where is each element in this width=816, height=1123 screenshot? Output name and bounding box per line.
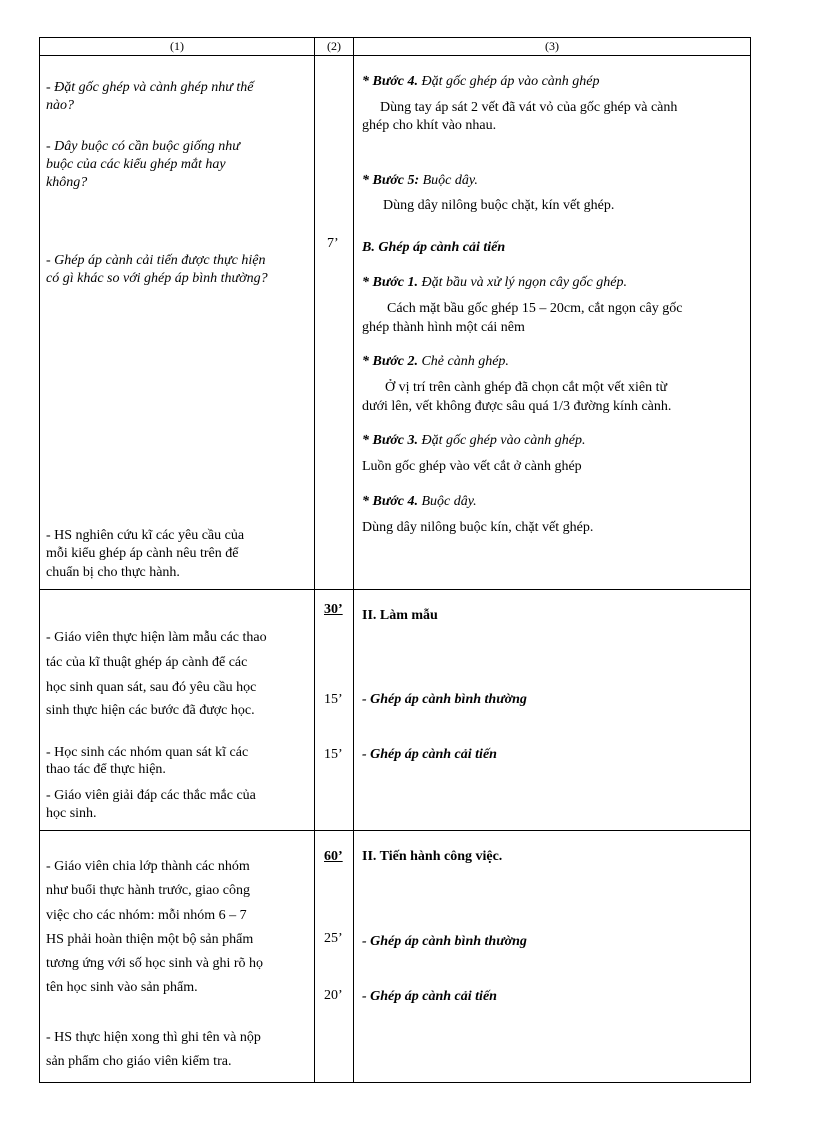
- s1-hs-line-2: mỗi kiểu ghép áp cành nêu trên để: [46, 546, 239, 561]
- s1-step5-line-1: Dùng dây nilông buộc chặt, kín vết ghép.: [383, 198, 615, 213]
- s1-question-2-line-2: buộc của các kiểu ghép mắt hay: [46, 157, 226, 172]
- column-divider-1: [314, 37, 315, 1083]
- s1-b-step2-heading: [362, 351, 509, 373]
- s3-left-line-5: tương ứng với số học sinh và ghi rõ họ: [46, 956, 264, 971]
- s1-step4-heading: [362, 71, 600, 93]
- s2-left-line-2: tác của kĩ thuật ghép áp cành để các: [46, 655, 248, 670]
- s1-question-3-line-1: - Ghép áp cành cải tiến được thực hiện: [46, 253, 266, 268]
- s1-section-b-title: B. Ghép áp cành cải tiến: [362, 240, 506, 255]
- s1-b-step4-label: * Bước 4.: [362, 494, 418, 509]
- s3-left-line-8: sản phẩm cho giáo viên kiểm tra.: [46, 1054, 232, 1069]
- s2-section-title: II. Làm mẫu: [362, 608, 438, 623]
- s1-b-step2-line-2: dưới lên, vết không được sâu quá 1/3 đường kính cành.: [362, 399, 672, 414]
- s1-step5-label: * Bước 5:: [362, 173, 420, 188]
- s3-time-b: 20’: [324, 988, 343, 1003]
- s1-hs-line-3: chuẩn bị cho thực hành.: [46, 565, 180, 580]
- s1-question-3-line-2: có gì khác so với ghép áp bình thường?: [46, 271, 268, 286]
- s1-question-1-line-2: nào?: [46, 98, 74, 113]
- s1-step4-line-1: Dùng tay áp sát 2 vết đã vát vỏ của gốc ghép và cành: [380, 100, 678, 115]
- s2-left-line-8: học sinh.: [46, 806, 97, 821]
- s2-left-line-3: học sinh quan sát, sau đó yêu cầu học: [46, 680, 257, 695]
- s2-left-line-1: - Giáo viên thực hiện làm mẫu các thao: [46, 630, 267, 645]
- s3-left-line-7: - HS thực hiện xong thì ghi tên và nộp: [46, 1030, 261, 1045]
- s1-b-step1-line-1: Cách mặt bầu gốc ghép 15 – 20cm, cắt ngọn cây gốc: [387, 301, 683, 316]
- s1-step5-heading: [362, 170, 478, 192]
- header-col-2: (2): [327, 39, 341, 53]
- row-divider-2: [39, 830, 751, 831]
- s2-item-b: - Ghép áp cành cải tiến: [362, 747, 497, 762]
- s1-step4-line-2: ghép cho khít vào nhau.: [362, 118, 497, 133]
- s1-question-1-line-1: - Đặt gốc ghép và cành ghép như thế: [46, 80, 254, 95]
- s2-time-b: 15’: [324, 747, 343, 762]
- s3-left-line-1: - Giáo viên chia lớp thành các nhóm: [46, 859, 250, 874]
- header-divider: [39, 55, 751, 56]
- s1-b-step3-title: Đặt gốc ghép vào cành ghép.: [417, 433, 586, 448]
- s3-section-title: II. Tiến hành công việc.: [362, 849, 503, 864]
- s1-step4-label: * Bước 4.: [362, 74, 418, 89]
- s3-left-line-6: tên học sinh vào sản phẩm.: [46, 980, 198, 995]
- header-col-3: (3): [545, 39, 559, 53]
- s2-left-line-4: sinh thực hiện các bước đã được học.: [46, 703, 255, 718]
- s1-b-step3-line-1: Luồn gốc ghép vào vết cắt ở cành ghép: [362, 459, 582, 474]
- s1-b-step3-label: * Bước 3.: [362, 433, 418, 448]
- s1-b-step1-label: * Bước 1.: [362, 275, 418, 290]
- s1-b-step3-heading: [362, 430, 586, 452]
- s1-question-2-line-1: - Dây buộc có cần buộc giống như: [46, 139, 240, 154]
- s2-left-line-6: thao tác để thực hiện.: [46, 762, 166, 777]
- s2-time-total: 30’: [324, 602, 343, 617]
- s2-left-line-7: - Giáo viên giải đáp các thắc mắc của: [46, 788, 256, 803]
- s1-b-step2-title: Chẻ cành ghép.: [417, 354, 509, 369]
- s1-b-step4-title: Buộc dây.: [417, 494, 477, 509]
- s3-item-b: - Ghép áp cành cải tiến: [362, 989, 497, 1004]
- s1-time: 7’: [327, 236, 339, 251]
- s2-time-a: 15’: [324, 692, 343, 707]
- s3-time-total: 60’: [324, 849, 343, 864]
- row-divider-1: [39, 589, 751, 590]
- s1-b-step2-line-1: Ở vị trí trên cành ghép đã chọn cắt một vết xiên từ: [385, 380, 668, 395]
- s1-step5-title: Buộc dây.: [419, 173, 478, 188]
- s1-b-step2-label: * Bước 2.: [362, 354, 418, 369]
- s2-item-a: - Ghép áp cành bình thường: [362, 692, 527, 707]
- s3-left-line-4: HS phải hoàn thiện một bộ sản phẩm: [46, 932, 254, 947]
- s2-left-line-5: - Học sinh các nhóm quan sát kĩ các: [46, 745, 249, 760]
- s1-b-step4-heading: [362, 491, 477, 513]
- s3-left-line-2: như buổi thực hành trước, giao công: [46, 883, 250, 898]
- s1-step4-title: Đặt gốc ghép áp vào cành ghép: [417, 74, 600, 89]
- s1-b-step1-line-2: ghép thành hình một cái nêm: [362, 320, 525, 335]
- column-divider-2: [353, 37, 354, 1083]
- s1-b-step4-line-1: Dùng dây nilông buộc kín, chặt vết ghép.: [362, 520, 594, 535]
- s3-left-line-3: việc cho các nhóm: mỗi nhóm 6 – 7: [46, 908, 247, 923]
- s1-b-step1-heading: [362, 272, 627, 294]
- s3-time-a: 25’: [324, 931, 343, 946]
- s1-hs-line-1: - HS nghiên cứu kĩ các yêu cầu của: [46, 528, 245, 543]
- s1-b-step1-title: Đặt bầu và xử lý ngọn cây gốc ghép.: [417, 275, 627, 290]
- header-col-1: (1): [170, 39, 184, 53]
- s1-question-2-line-3: không?: [46, 175, 88, 190]
- s3-item-a: - Ghép áp cành bình thường: [362, 934, 527, 949]
